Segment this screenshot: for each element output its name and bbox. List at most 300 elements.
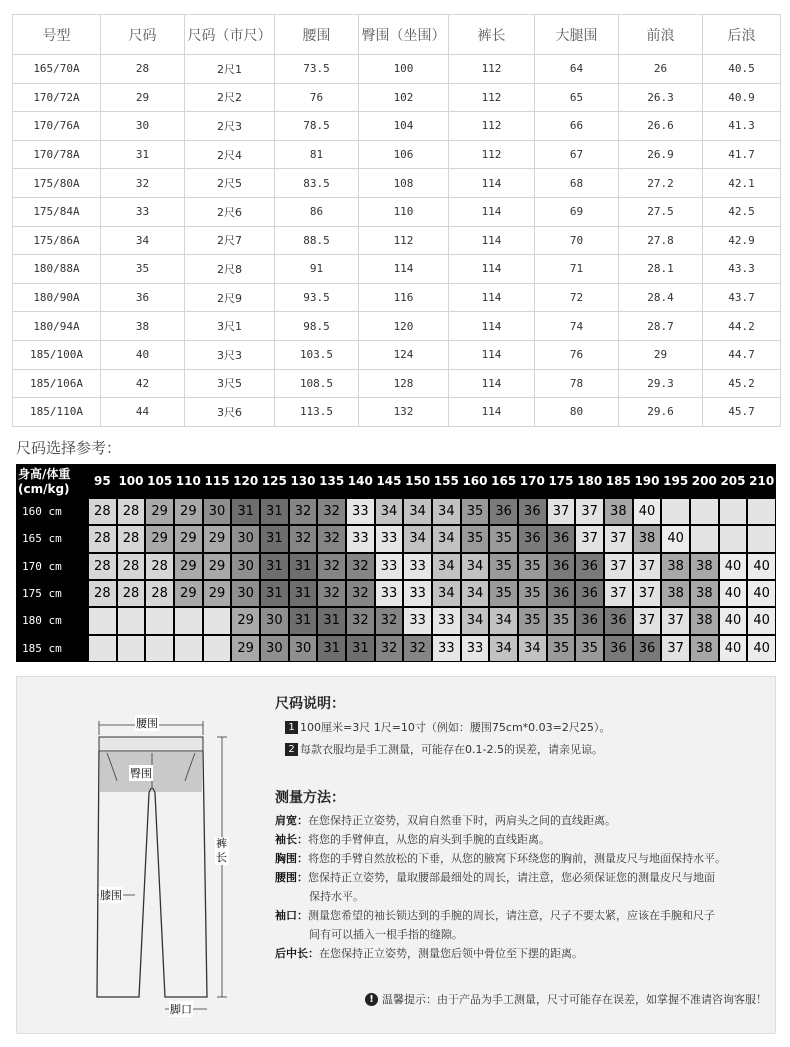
size-cell: 30 [232, 554, 259, 579]
size-cell: 35 [519, 581, 546, 606]
weight-header: 110 [175, 474, 201, 488]
table-cell: 116 [359, 283, 449, 312]
method-text: 测量您希望的袖长锁达到的手腕的周长，请注意，尺子不要太紧，应该在手腕和尺子 [308, 909, 715, 922]
table-cell: 31 [101, 140, 185, 169]
method-item [275, 811, 770, 830]
table-cell: 76 [275, 83, 359, 112]
knee-label: 膝围 [100, 889, 122, 902]
size-cell: 34 [519, 636, 546, 661]
size-cell: 31 [347, 636, 374, 661]
weight-header: 205 [720, 474, 746, 488]
weight-header: 165 [491, 474, 517, 488]
method-list [275, 811, 770, 963]
weight-header: 135 [319, 474, 345, 488]
table-cell: 120 [359, 312, 449, 341]
size-cell: 35 [490, 526, 517, 551]
size-cell: 34 [462, 581, 489, 606]
size-notes [275, 693, 770, 963]
table-cell: 98.5 [275, 312, 359, 341]
size-cell: 28 [146, 554, 173, 579]
size-cell: 33 [433, 608, 460, 633]
weight-header: 115 [204, 474, 230, 488]
weight-header: 100 [118, 474, 144, 488]
method-key: 袖口： [275, 909, 308, 922]
table-cell: 45.7 [703, 398, 781, 427]
table-cell: 83.5 [275, 169, 359, 198]
table-cell: 76 [535, 340, 619, 369]
table-cell: 42.9 [703, 226, 781, 255]
size-cell: 34 [376, 499, 403, 524]
size-cell: 35 [490, 581, 517, 606]
size-cell: 37 [662, 608, 689, 633]
table-cell: 74 [535, 312, 619, 341]
table-cell: 2尺4 [185, 140, 275, 169]
size-cell: 31 [261, 499, 288, 524]
pants-outline-icon [77, 697, 237, 1017]
method-key: 肩宽： [275, 814, 308, 827]
table-cell: 81 [275, 140, 359, 169]
column-header: 号型 [13, 15, 101, 55]
table-cell: 170/76A [13, 112, 101, 141]
column-header: 尺码（市尺） [185, 15, 275, 55]
table-cell: 2尺2 [185, 83, 275, 112]
table-cell: 114 [449, 283, 535, 312]
table-cell: 72 [535, 283, 619, 312]
reference-title: 尺码选择参考： [16, 439, 122, 457]
table-cell: 86 [275, 197, 359, 226]
column-header: 裤长 [449, 15, 535, 55]
size-cell: 40 [720, 554, 747, 579]
table-cell: 26.6 [619, 112, 703, 141]
hip-label: 臀围 [130, 767, 152, 780]
size-cell: 38 [662, 554, 689, 579]
table-cell: 38 [101, 312, 185, 341]
size-cell: 34 [433, 581, 460, 606]
size-cell: 29 [146, 499, 173, 524]
waist-label: 腰围 [136, 717, 158, 730]
table-cell: 36 [101, 283, 185, 312]
table-row [13, 169, 781, 198]
table-cell: 78 [535, 369, 619, 398]
size-cell [748, 499, 775, 524]
size-cell [89, 636, 116, 661]
table-cell: 29.6 [619, 398, 703, 427]
size-cell: 30 [204, 499, 231, 524]
note-item-2 [285, 741, 770, 757]
table-cell: 2尺9 [185, 283, 275, 312]
table-cell: 28.7 [619, 312, 703, 341]
weight-header: 175 [548, 474, 574, 488]
size-cell: 36 [548, 581, 575, 606]
size-cell: 31 [261, 554, 288, 579]
column-header: 臀围（坐围） [359, 15, 449, 55]
size-cell [691, 499, 718, 524]
weight-header: 125 [261, 474, 287, 488]
table-cell: 64 [535, 55, 619, 84]
column-header: 前浪 [619, 15, 703, 55]
corner-title: 身高/体重 [18, 467, 71, 481]
size-cell: 31 [290, 554, 317, 579]
table-row [13, 255, 781, 284]
size-cell: 32 [404, 636, 431, 661]
size-cell: 28 [89, 581, 116, 606]
size-cell: 34 [433, 554, 460, 579]
warning-icon: ! [365, 993, 378, 1006]
size-cell: 28 [118, 554, 145, 579]
table-cell: 32 [101, 169, 185, 198]
table-cell: 180/94A [13, 312, 101, 341]
table-cell: 91 [275, 255, 359, 284]
length-label: 裤长 [216, 837, 227, 864]
size-cell: 36 [576, 608, 603, 633]
size-cell: 32 [318, 526, 345, 551]
table-cell: 65 [535, 83, 619, 112]
size-cell [175, 636, 202, 661]
table-cell: 73.5 [275, 55, 359, 84]
size-cell: 33 [347, 526, 374, 551]
size-cell: 34 [433, 526, 460, 551]
weight-header: 120 [233, 474, 259, 488]
table-cell: 66 [535, 112, 619, 141]
table-cell: 104 [359, 112, 449, 141]
table-row [13, 140, 781, 169]
size-cell: 30 [261, 636, 288, 661]
size-cell: 40 [720, 608, 747, 633]
size-cell: 29 [175, 581, 202, 606]
size-cell: 36 [490, 499, 517, 524]
table-cell: 78.5 [275, 112, 359, 141]
table-row [13, 83, 781, 112]
table-cell: 185/100A [13, 340, 101, 369]
number-badge-icon: 2 [285, 743, 298, 756]
table-cell: 35 [101, 255, 185, 284]
table-cell: 112 [449, 83, 535, 112]
method-text: 在您保持正立姿势，双肩自然垂下时，两肩头之间的直线距离。 [308, 814, 616, 827]
table-cell: 2尺6 [185, 197, 275, 226]
size-cell: 29 [204, 526, 231, 551]
size-cell [175, 608, 202, 633]
height-label: 160 cm [22, 505, 62, 519]
note-text: 100厘米=3尺 1尺=10寸（例如：腰围75cm*0.03=2尺25）。 [300, 721, 611, 734]
size-cell: 30 [290, 636, 317, 661]
weight-header: 190 [634, 474, 660, 488]
size-cell: 40 [748, 608, 775, 633]
size-cell: 36 [576, 554, 603, 579]
table-cell: 71 [535, 255, 619, 284]
size-cell: 38 [691, 581, 718, 606]
table-row [13, 226, 781, 255]
table-cell: 26.9 [619, 140, 703, 169]
size-cell: 28 [118, 526, 145, 551]
weight-header: 195 [663, 474, 689, 488]
table-cell: 114 [449, 369, 535, 398]
size-cell: 34 [433, 499, 460, 524]
column-header: 后浪 [703, 15, 781, 55]
table-cell: 108.5 [275, 369, 359, 398]
method-key: 胸围： [275, 852, 308, 865]
size-cell: 32 [318, 554, 345, 579]
table-cell: 110 [359, 197, 449, 226]
weight-header: 95 [93, 474, 111, 488]
size-cell: 40 [634, 499, 661, 524]
table-cell: 108 [359, 169, 449, 198]
size-cell: 31 [261, 581, 288, 606]
table-cell: 112 [449, 112, 535, 141]
column-header: 尺码 [101, 15, 185, 55]
size-cell: 36 [576, 581, 603, 606]
table-cell: 45.2 [703, 369, 781, 398]
table-cell: 27.2 [619, 169, 703, 198]
note-text: 每款衣服均是手工测量，可能存在0.1-2.5的误差，请亲见谅。 [300, 743, 603, 756]
table-cell: 27.5 [619, 197, 703, 226]
size-cell: 40 [720, 636, 747, 661]
method-text-continued: 间有可以插入一根手指的缝隙。 [309, 928, 463, 941]
weight-header: 180 [577, 474, 603, 488]
size-cell [89, 608, 116, 633]
size-cell: 35 [462, 499, 489, 524]
table-cell: 80 [535, 398, 619, 427]
table-cell: 26.3 [619, 83, 703, 112]
size-cell: 32 [290, 526, 317, 551]
size-cell: 36 [605, 636, 632, 661]
table-cell: 106 [359, 140, 449, 169]
size-cell: 31 [318, 608, 345, 633]
height-label: 165 cm [22, 532, 62, 546]
table-row [13, 55, 781, 84]
number-badge-icon: 1 [285, 721, 298, 734]
table-cell: 67 [535, 140, 619, 169]
size-cell: 35 [548, 636, 575, 661]
size-cell: 34 [490, 636, 517, 661]
height-label: 180 cm [22, 614, 62, 628]
table-cell: 93.5 [275, 283, 359, 312]
method-text: 您保持正立姿势，量取腰部最细处的周长，请注意，您必须保证您的测量皮尺与地面 [308, 871, 715, 884]
size-cell: 31 [232, 499, 259, 524]
size-cell: 30 [232, 526, 259, 551]
size-cell: 37 [576, 499, 603, 524]
size-cell: 30 [232, 581, 259, 606]
notes-title: 尺码说明： [275, 696, 345, 712]
size-cell: 32 [318, 499, 345, 524]
size-cell: 38 [691, 554, 718, 579]
table-cell: 128 [359, 369, 449, 398]
warm-tip-text: 温馨提示：由于产品为手工测量，尺寸可能存在误差，如掌握不准请咨询客服！ [382, 993, 767, 1006]
table-cell: 43.3 [703, 255, 781, 284]
table-cell: 114 [359, 255, 449, 284]
weight-header: 160 [462, 474, 488, 488]
size-cell: 32 [376, 636, 403, 661]
size-cell: 31 [290, 608, 317, 633]
table-cell: 29 [101, 83, 185, 112]
table-cell: 185/110A [13, 398, 101, 427]
size-cell: 35 [519, 608, 546, 633]
table-cell: 33 [101, 197, 185, 226]
height-label: 175 cm [22, 587, 62, 601]
table-cell: 114 [449, 226, 535, 255]
size-cell: 40 [748, 554, 775, 579]
note-item-1 [285, 719, 770, 735]
table-row [13, 283, 781, 312]
table-cell: 44.7 [703, 340, 781, 369]
size-cell: 30 [261, 608, 288, 633]
size-cell: 34 [462, 608, 489, 633]
size-cell: 37 [634, 608, 661, 633]
table-cell: 30 [101, 112, 185, 141]
size-cell: 29 [146, 526, 173, 551]
method-item [275, 944, 770, 963]
size-cell: 33 [347, 499, 374, 524]
size-cell: 38 [691, 608, 718, 633]
table-cell: 175/86A [13, 226, 101, 255]
size-cell [146, 636, 173, 661]
size-cell: 36 [548, 526, 575, 551]
size-cell: 37 [634, 554, 661, 579]
table-cell: 185/106A [13, 369, 101, 398]
method-item [275, 830, 770, 849]
size-cell: 35 [462, 526, 489, 551]
size-cell: 32 [318, 581, 345, 606]
method-item [275, 849, 770, 868]
table-cell: 170/78A [13, 140, 101, 169]
hem-label: 脚口 [170, 1003, 192, 1016]
table-row [13, 312, 781, 341]
measurement-panel [16, 676, 776, 1034]
size-cell: 34 [404, 526, 431, 551]
size-table-body [13, 55, 781, 427]
size-cell: 28 [118, 499, 145, 524]
weight-header: 170 [519, 474, 545, 488]
size-cell [118, 636, 145, 661]
size-cell: 37 [662, 636, 689, 661]
size-cell [118, 608, 145, 633]
size-cell: 29 [204, 581, 231, 606]
table-row [13, 197, 781, 226]
table-row [13, 369, 781, 398]
size-cell: 28 [89, 499, 116, 524]
table-cell: 132 [359, 398, 449, 427]
size-cell: 33 [376, 526, 403, 551]
size-cell: 32 [347, 608, 374, 633]
table-cell: 40.5 [703, 55, 781, 84]
table-cell: 3尺1 [185, 312, 275, 341]
weight-header: 140 [347, 474, 373, 488]
warm-tip [365, 991, 767, 1007]
table-cell: 114 [449, 197, 535, 226]
size-cell: 37 [605, 581, 632, 606]
size-cell [748, 526, 775, 551]
size-table-header [13, 15, 781, 55]
size-cell: 35 [490, 554, 517, 579]
size-cell [204, 608, 231, 633]
method-text: 在您保持正立姿势，测量您后领中骨位至下摆的距离。 [319, 947, 583, 960]
size-cell: 36 [548, 554, 575, 579]
size-cell: 38 [691, 636, 718, 661]
size-cell: 28 [146, 581, 173, 606]
size-cell: 38 [605, 499, 632, 524]
size-cell: 32 [347, 554, 374, 579]
size-cell: 33 [404, 608, 431, 633]
table-cell: 29 [619, 340, 703, 369]
size-cell: 37 [605, 526, 632, 551]
size-cell: 32 [347, 581, 374, 606]
size-cell: 35 [576, 636, 603, 661]
table-cell: 175/84A [13, 197, 101, 226]
table-cell: 112 [449, 140, 535, 169]
size-cell: 33 [376, 554, 403, 579]
column-header: 腰围 [275, 15, 359, 55]
table-cell: 41.7 [703, 140, 781, 169]
table-cell: 2尺7 [185, 226, 275, 255]
size-cell: 33 [404, 554, 431, 579]
weight-header: 130 [290, 474, 316, 488]
method-title: 测量方法： [275, 790, 345, 806]
size-cell: 40 [662, 526, 689, 551]
size-cell: 29 [175, 554, 202, 579]
size-cell: 29 [232, 636, 259, 661]
size-cell: 33 [462, 636, 489, 661]
table-cell: 2尺1 [185, 55, 275, 84]
table-row [13, 340, 781, 369]
size-cell: 34 [490, 608, 517, 633]
table-cell: 102 [359, 83, 449, 112]
table-cell: 42.5 [703, 197, 781, 226]
method-text: 将您的手臂伸直，从您的肩头到手腕的直线距离。 [308, 833, 550, 846]
size-cell: 36 [519, 499, 546, 524]
size-cell: 32 [376, 608, 403, 633]
size-cell [720, 526, 747, 551]
method-item [275, 906, 770, 925]
height-weight-chart [16, 464, 776, 662]
table-cell: 114 [449, 255, 535, 284]
table-cell: 44.2 [703, 312, 781, 341]
size-cell: 36 [634, 636, 661, 661]
size-cell: 37 [576, 526, 603, 551]
table-cell: 88.5 [275, 226, 359, 255]
table-cell: 42 [101, 369, 185, 398]
size-cell: 40 [720, 581, 747, 606]
size-cell: 31 [290, 581, 317, 606]
table-cell: 28.1 [619, 255, 703, 284]
height-label: 170 cm [22, 559, 62, 573]
method-key: 后中长： [275, 947, 319, 960]
table-cell: 28.4 [619, 283, 703, 312]
table-cell: 42.1 [703, 169, 781, 198]
size-cell: 34 [404, 499, 431, 524]
weight-header: 185 [605, 474, 631, 488]
table-row [13, 398, 781, 427]
size-cell: 38 [662, 581, 689, 606]
size-cell: 29 [175, 499, 202, 524]
table-cell: 124 [359, 340, 449, 369]
table-cell: 43.7 [703, 283, 781, 312]
size-cell [662, 499, 689, 524]
table-cell: 114 [449, 398, 535, 427]
size-cell: 29 [232, 608, 259, 633]
corner-unit: (cm/kg) [18, 482, 70, 496]
method-item [275, 868, 770, 887]
table-cell: 29.3 [619, 369, 703, 398]
table-cell: 114 [449, 312, 535, 341]
weight-header: 145 [376, 474, 402, 488]
table-cell: 40 [101, 340, 185, 369]
table-cell: 170/72A [13, 83, 101, 112]
size-cell: 31 [318, 636, 345, 661]
size-cell: 36 [605, 608, 632, 633]
size-cell: 33 [433, 636, 460, 661]
weight-header: 200 [691, 474, 717, 488]
table-cell: 44 [101, 398, 185, 427]
table-cell: 114 [449, 340, 535, 369]
